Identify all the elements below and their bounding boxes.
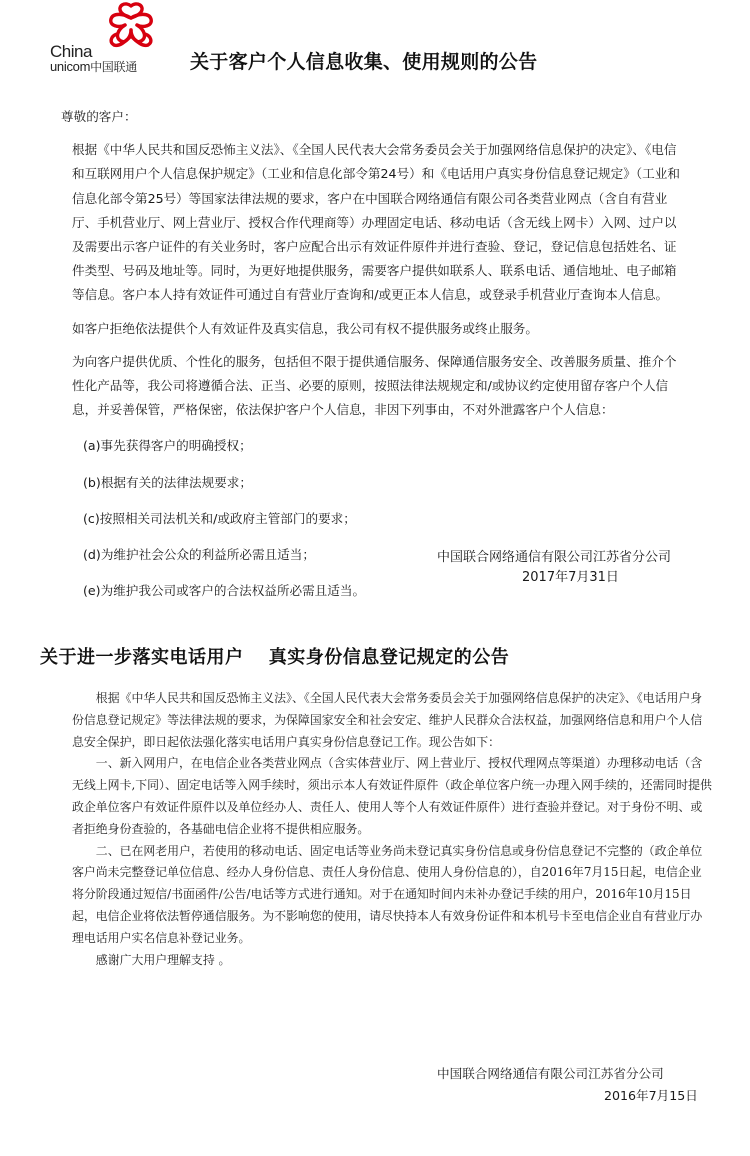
notice-2-body	[72, 688, 712, 971]
notice-title-1: 关于客户个人信息收集、使用规则的公告	[190, 51, 538, 73]
logo-text-line1: China	[50, 42, 92, 61]
notice-title-2: 关于进一步落实电话用户 真实身份信息登记规定的公告	[40, 647, 510, 668]
china-unicom-logo	[48, 2, 158, 72]
notice-1-paragraph: 根据《中华人民共和国反恐怖主义法》、《全国人民代表大会常务委员会关于加强网络信息保护的决定》、《电信和互联网用户个人信息保护规定》（工业和信息化部令第24号）和《电话用户真实身份信息登记规定》（工业和信息化部令第25号）等国家法律法规的要求，客户在中国联合网络通信有限公司各类营业网点（含自有营业厅、手机营业厅、网上营业厅、授权合作代理商等）办理固定电话、移动电话（含无线上网卡）入网、过户以及需要出示客户证件的有关业务时，客户应配合出示有效证件原件并进行查验、登记，登记信息包括姓名、证件类型、号码及地址等。同时，为更好地提供服务，需要客户提供如联系人、联系电话、通信地址、电子邮箱等信息。客户本人持有效证件可通过自有营业厅查询和/或更正本人信息，或登录手机营业厅查询本人信息。	[72, 142, 680, 303]
logo-text-unicom: unicom	[50, 59, 91, 74]
exception-item: (b)根据有关的法律法规要求；	[83, 474, 252, 490]
signature-date: 2016年7月15日	[604, 1088, 698, 1103]
notice-1-body	[61, 105, 682, 615]
exception-item: (e)为维护我公司或客户的合法权益所必需且适当。	[83, 583, 366, 599]
notice-2-paragraph: 一、新入网用户，在电信企业各类营业网点（含实体营业厅、网上营业厅、授权代理网点等渠道）办理移动电话（含无线上网卡,下同）、固定电话等入网手续时，须出示本人有效证件原件（政企单位客户统一办理入网手续的，还需同时提供政企单位客户有效证件原件以及单位经办人、责任人、使用人等个人有效证件原件）进行查验并登记。对于身份不明、或者拒绝身份查验的，各基础电信企业将不提供相应服务。	[72, 756, 712, 836]
notice-1-paragraph: 为向客户提供优质、个性化的服务，包括但不限于提供通信服务、保障通信服务安全、改善服务质量、推介个性化产品等，我公司将遵循合法、正当、必要的原则，按照法律法规规定和/或协议约定使用留存客户个人信息，并妥善保管，严格保密，依法保护客户个人信息，非因下列事由，不对外泄露客户个人信息：	[72, 353, 677, 418]
header	[0, 0, 750, 90]
signature-date: 2017年7月31日	[522, 570, 619, 585]
logo-text-cn: 中国联通	[90, 60, 137, 74]
signature-org: 中国联合网络通信有限公司江苏省分公司	[437, 550, 672, 565]
notice-2-paragraph: 根据《中华人民共和国反恐怖主义法》、《全国人民代表大会常务委员会关于加强网络信息保护的决定》、《电话用户身份信息登记规定》等法律法规的要求，为保障国家安全和社会安定、维护人民群众合法权益，加强网络信息和用户个人信息安全保护，即日起依法强化落实电话用户真实身份信息登记工作。现公告如下：	[72, 691, 703, 749]
notice-1-paragraph: 如客户拒绝依法提供个人有效证件及真实信息，我公司有权不提供服务或终止服务。	[72, 320, 538, 336]
notice-1-signature	[437, 548, 712, 588]
logo-text-line2	[50, 58, 137, 75]
notice-2-signature	[437, 1063, 712, 1107]
exception-item: (c)按照相关司法机关和/或政府主管部门的要求；	[83, 510, 356, 526]
exception-item: (a)事先获得客户的明确授权；	[83, 438, 252, 454]
salutation: 尊敬的客户：	[61, 109, 137, 124]
notice-2-paragraph: 感谢广大用户理解支持 。	[95, 952, 231, 967]
notice-2-paragraph: 二、已在网老用户，若使用的移动电话、固定电话等业务尚未登记真实身份信息或身份信息登记不完整的（政企单位客户尚未完整登记单位信息、经办人身份信息、责任人身份信息、使用人身份信息的），自2016年7月15日起，电信企业将分阶段通过短信/书面函件/公告/电话等方式进行通知。对于在通知时间内未补办登记手续的用户，2016年10月15日起，电信企业将依法暂停通信服务。为不影响您的使用，请尽快持本人有效身份证件和本机号卡至电信企业自有营业厅办理电话用户实名信息补登记业务。	[72, 843, 703, 945]
china-unicom-knot-icon	[103, 2, 159, 48]
exception-item: (d)为维护社会公众的利益所必需且适当；	[83, 547, 315, 563]
signature-org: 中国联合网络通信有限公司江苏省分公司	[437, 1066, 664, 1081]
